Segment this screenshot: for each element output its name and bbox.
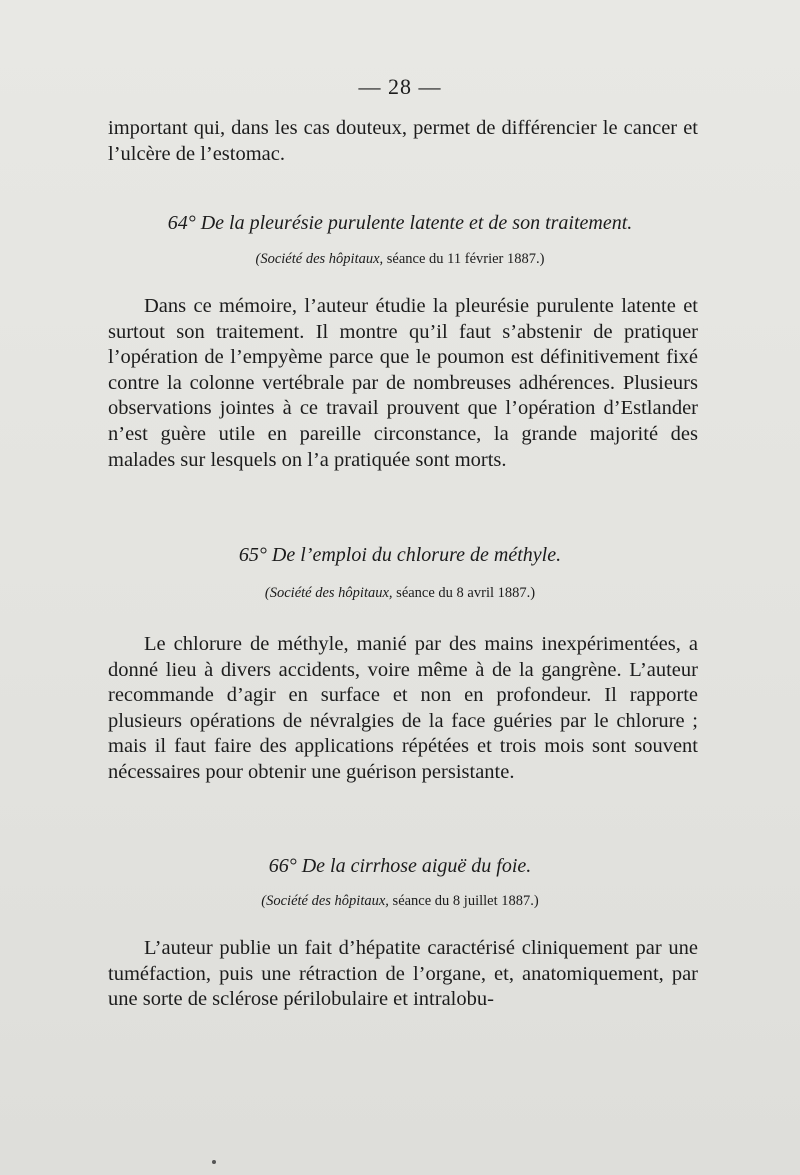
section-64-source-date: séance du 11 février 1887.)	[386, 251, 545, 267]
section-64-number: 64°	[167, 212, 196, 234]
section-65-source-date: séance du 8 avril 1887.)	[396, 585, 536, 601]
section-65-title: De l’emploi du chlorure de méthyle.	[271, 544, 562, 566]
section-66-source-society: (Société des hôpitaux,	[261, 893, 389, 909]
section-66-source-date: séance du 8 juillet 1887.)	[392, 893, 539, 909]
section-64-heading	[0, 212, 800, 235]
section-64-text: Dans ce mémoire, l’auteur étudie la pleurésie purulente latente et surtout son traitement. Il montre qu’il faut s’abstenir de pratiquer l’opération de l’empyème parce que le poumon est définitivement fixé contre la colonne vertébrale par de nombreuses adhérences. Plusieurs observations jointes à ce travail prouvent que l’opération d’Estlander n’est guère utile en pareille circonstance, la grande majorité des malades sur lesquels on l’a pratiquée sont morts.	[108, 295, 698, 471]
section-66-text: L’auteur publie un fait d’hépatite caractérisé cliniquement par une tuméfaction, puis une rétraction de l’organe, et, anatomiquement, par une sorte de sclérose périlobulaire et intralobu-	[108, 937, 698, 1011]
section-66-body	[108, 936, 698, 1013]
section-65-text: Le chlorure de méthyle, manié par des mains inexpérimentées, a donné lieu à divers accidents, voire même à de la gangrène. L’auteur recommande d’agir en surface et non en profondeur. Il rapporte plusieurs opérations de névralgies de la face guéries par le chlorure ; mais il faut faire des applications répétées et trois mois sont souvent nécessaires pour obtenir une guérison persistante.	[108, 633, 698, 783]
section-64-source-society: (Société des hôpitaux,	[255, 251, 384, 267]
section-66-heading	[0, 855, 800, 878]
section-65-heading	[0, 544, 800, 567]
section-64-source	[0, 251, 800, 268]
intro-text: important qui, dans les cas douteux, permet de différencier le cancer et l’ulcère de l’estomac.	[108, 117, 698, 165]
section-64-body	[108, 294, 698, 473]
section-65-body	[108, 632, 698, 786]
section-66-number: 66°	[268, 855, 297, 877]
page-number: — 28 —	[358, 74, 442, 99]
section-64-title: De la pleurésie purulente latente et de son traitement.	[200, 212, 633, 234]
paper-speck	[212, 1160, 216, 1164]
section-66-source	[0, 893, 800, 910]
section-65-number: 65°	[238, 544, 267, 566]
section-65-source	[0, 585, 800, 602]
intro-paragraph	[108, 116, 698, 167]
section-65-source-society: (Société des hôpitaux,	[264, 585, 393, 601]
section-66-title: De la cirrhose aiguë du foie.	[301, 855, 532, 877]
